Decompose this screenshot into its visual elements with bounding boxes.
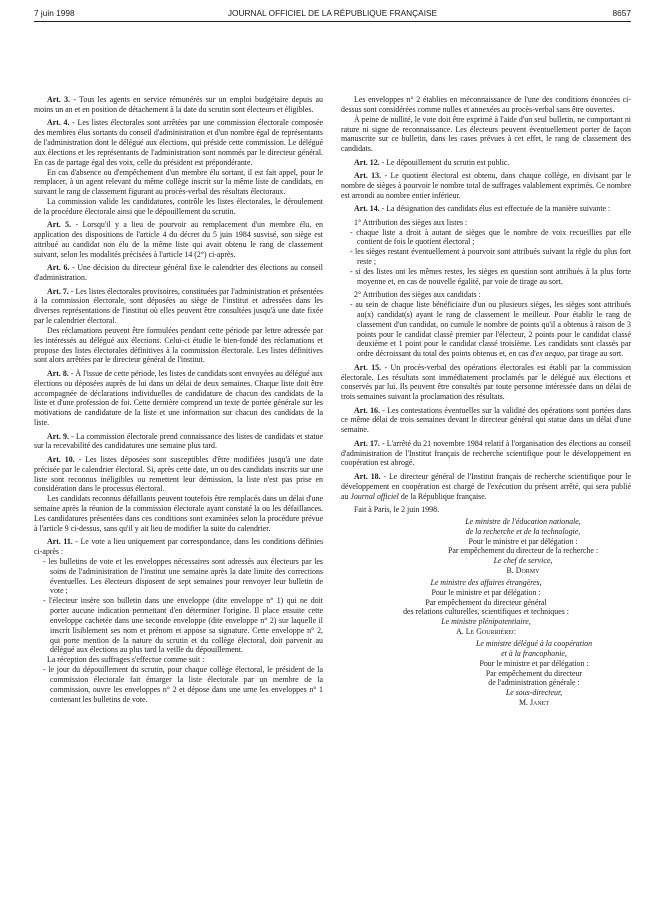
signatory-title: de la recherche et de la technologie, xyxy=(465,526,581,536)
list-item: - si des listes ont les mêmes restes, les sièges en question sont attribués à la plus forte moyenne et, en cas de nouvelle égalité, par voie de tirage au sort. xyxy=(350,266,631,286)
article-heading: Art. 17. xyxy=(354,438,380,448)
signatory-title: Le ministre plénipotentiaire, xyxy=(441,617,531,627)
delegation-line: Par empêchement du directeur général xyxy=(425,597,547,607)
article-11-nullity: À peine de nullité, le vote doit être exprimé à l'aide d'un seul bulletin, ne comportant ni rature ni signe de reconnaissance. Les électeurs peuvent éventuellement porter de façon manuscrite sur ce bulletin, dans les cases prévues à cet effet, le rang de classement des candidats. xyxy=(341,114,631,154)
signatory-title: et à la francophonie, xyxy=(501,648,567,658)
list-item-text-end: , par tirage au sort. xyxy=(563,349,624,359)
article-18 xyxy=(341,472,631,502)
signatory-name: A. Le Gourriérec xyxy=(456,627,516,637)
article-text: - La commission électorale prend connaissance des listes de candidats et statue sur la recevabilité des candidatures une semaine plus tard. xyxy=(34,431,323,451)
signature-education xyxy=(415,517,631,576)
article-text: - Lorsqu'il y a lieu de pourvoir au remplacement d'un membre élu, en application des dispositions de l'article 4 du décret du 5 juin 1984 susvisé, son siège est attribué au candidat non élu de la même liste qui avait obtenu le rang de classement suivant, selon les modalités précisées à l'article 14 (2°) ci-après. xyxy=(34,220,323,259)
article-heading: Art. 11. xyxy=(47,537,73,547)
article-14 xyxy=(341,204,631,214)
article-11-continued: Les enveloppes n° 2 établies en méconnaissance de l'une des conditions énoncées ci-dessus sont considérées comme nulles et annexées au procès-verbal sans être ouvertes. xyxy=(341,95,631,114)
delegation-line: Pour le ministre et par délégation : xyxy=(468,536,578,546)
article-4-para-2: En cas d'absence ou d'empêchement d'un membre élu sortant, il est fait appel, pour le remplacer, à un agent relevant du même collège inscrit sur la même liste de candidats, en suivant le rang de classement figurant au procès-verbal des résultats électoraux. xyxy=(34,167,323,197)
article-text: - Les contestations éventuelles sur la validité des opérations sont portées dans ce même délai de trois semaines devant le directeur général qui statue dans un délai d'une semaine. xyxy=(341,405,631,435)
article-12 xyxy=(341,158,631,168)
article-text: - Le directeur général de l'Institut français de recherche scientifique pour le développement en coopération est chargé de l'exécution du présent arrêté, qui sera publié au xyxy=(341,471,631,501)
journal-officiel-italic: Journal officiel xyxy=(350,491,399,501)
article-heading: Art. 18. xyxy=(354,471,381,481)
signatory-name: M. Janet xyxy=(518,698,550,708)
delegation-line: Pour le ministre et par délégation : xyxy=(479,658,589,668)
signatory-title: Le ministre de l'éducation nationale, xyxy=(465,516,581,526)
article-16 xyxy=(341,406,631,436)
article-8 xyxy=(34,369,323,428)
article-4 xyxy=(34,118,323,167)
list-item: - les sièges restant éventuellement à pourvoir sont attribués suivant la règle du plus fort reste ; xyxy=(350,247,631,267)
article-text: - Une décision du directeur général fixe le calendrier des élections au conseil d'administration. xyxy=(34,263,323,283)
list-item: - chaque liste a droit à autant de sièges que le nombre de voix recueillies par elle contient de fois le quotient électoral ; xyxy=(350,227,631,247)
list-item: - les bulletins de vote et les enveloppes nécessaires sont adressés aux électeurs par les soins de l'administration de l'institut une semaine après la date limite des corrections éventuelles. Les électeurs disposent de sept semaines pour renvoyer leur bulletin de vote ; xyxy=(43,556,323,596)
article-text: - La désignation des candidats élus est effectuée de la manière suivante : xyxy=(379,204,611,214)
delegation-line: Par empêchement du directeur de la recherche : xyxy=(447,546,599,556)
article-3 xyxy=(34,95,323,115)
article-text: - Les listes électorales sont arrêtées par une commission électorale composée des membres élus sortants du conseil d'administration et d'un nombre égal de représentants de l'administration dont le délégué aux élections, qui préside cette commission. Le délégué aux élections et les représentants de l'administration sont nommés par le directeur général. En cas de partage égal des voix, celle du président est prépondérante. xyxy=(34,118,323,167)
article-heading: Art. 9. xyxy=(47,431,69,441)
article-heading: Art. 7. xyxy=(47,286,69,296)
article-heading: Art. 14. xyxy=(354,204,380,214)
article-heading: Art. 16. xyxy=(354,405,380,415)
signatory-title: Le ministre des affaires étrangères, xyxy=(430,577,542,587)
article-heading: Art. 6. xyxy=(47,263,70,273)
list-item: - le jour du dépouillement du scrutin, pour chaque collège électoral, le président de la commission électorale fait émarger la liste électorale par un membre de la commission, ouvre les enveloppes n° 2 et dépose dans une urne les enveloppes n° 1 contenant les bulletins de vote. xyxy=(43,665,323,704)
left-column xyxy=(34,95,323,705)
list-item: - l'électeur insère son bulletin dans une enveloppe (dite enveloppe n° 1) qui ne doit porter aucune indication permettant d'en déterminer l'origine. Il place ensuite cette enveloppe cachetée dans une seconde enveloppe (dite enveloppe n° 2) sur laquelle il inscrit lisiblement ses nom et prénom et appose sa signature. Cette enveloppe n° 2, qui porte mention de la nature du scrutin et du collège électoral, doit parvenir au délégué aux élections au plus tard la veille du dépouillement. xyxy=(43,596,323,655)
article-11-reception: La réception des suffrages s'effectue comme suit : xyxy=(47,655,205,665)
article-15 xyxy=(341,363,631,402)
article-4-para-3: La commission valide les candidatures, contrôle les listes électorales, le déroulement de la procédure électorale ainsi que le dépouillement du scrutin. xyxy=(34,197,323,216)
header-page-number: 8657 xyxy=(612,8,631,18)
article-10 xyxy=(34,455,323,494)
delegation-line: Par empêchement du directeur xyxy=(485,668,583,678)
delegation-line: de l'administration générale : xyxy=(488,678,580,688)
fait-a-paris: Fait à Paris, le 2 juin 1998. xyxy=(354,505,440,514)
article-text: - Les listes déposées sont susceptibles d'être modifiées jusqu'à une date précisée par le calendrier électoral. Si, après cette date, un ou des candidats inscrits sur une liste sont reconnus inéligibles ou remettent leur démission, la liste n'est pas prise en considération dans le processus électoral. xyxy=(34,454,323,494)
article-heading: Art. 5. xyxy=(47,220,72,230)
signatory-name: B. Dormy xyxy=(506,566,540,576)
list-item xyxy=(341,300,631,359)
article-text: - L'arrêté du 21 novembre 1984 relatif à l'organisation des élections au conseil d'administration de l'Institut français de recherche scientifique pour le développement en coopération est abrogé. xyxy=(341,438,631,468)
article-text: - Le dépouillement du scrutin est public. xyxy=(379,157,510,167)
article-text: - Le quotient électoral est obtenu, dans chaque collège, en divisant par le nombre de sièges à pourvoir le nombre total de suffrages valablement exprimés. Ce nombre est arrondi au nombre entier inférieur. xyxy=(341,171,632,200)
article-text: - À l'issue de cette période, les listes de candidats sont envoyées au délégué aux élections ou déposées auprès de lui dans un délai de deux semaines. Chaque liste doit être accompagnée de déclarations individuelles de candidature de chacun des candidats de la liste et d'une profession de foi. Cette dernière comprend un texte de portée générale sur les motivations de candidature de la liste et une information sur chacun des candidats de la liste. xyxy=(34,368,323,428)
article-5 xyxy=(34,220,323,259)
article-text: - Un procès-verbal des opérations électorales est établi par la commission électorale. Les résultats sont immédiatement proclamés par le délégué aux élections et conservés par lui. Ils peuvent être consultés par toute personne intéressée dans un délai de trois semaines suivant la proclamation des résultats. xyxy=(341,362,632,402)
article-text-end: de la République française. xyxy=(398,491,487,501)
article-7 xyxy=(34,287,323,326)
article-text: - Le vote a lieu uniquement par correspondance, dans les conditions définies ci-après : xyxy=(34,537,324,557)
signatory-title: Le chef de service, xyxy=(493,556,553,566)
page-header xyxy=(34,9,631,22)
article-heading: Art. 15. xyxy=(354,362,382,372)
article-heading: Art. 13. xyxy=(354,171,382,181)
article-6 xyxy=(34,263,323,283)
article-heading: Art. 8. xyxy=(47,368,69,378)
header-date: 7 juin 1998 xyxy=(34,8,75,18)
article-14-section-1: 1° Attribution des sièges aux listes : xyxy=(354,217,468,227)
article-10-para-2: Les candidats reconnus défaillants peuvent toutefois être remplacés dans un délai d'une semaine après la réunion de la commission électorale ayant constaté la ou les défaillances. Les candidatures présentées dans ces conditions sont examinées selon la procédure prévue à l'article 9 ci-dessus, sans qu'il y ait lieu de modifier la suite du calendrier. xyxy=(34,494,323,533)
signature-affaires-etrangeres xyxy=(341,578,631,637)
right-column xyxy=(341,95,631,708)
article-11 xyxy=(34,537,323,557)
article-14-section-2: 2° Attribution des sièges aux candidats : xyxy=(354,290,481,300)
article-heading: Art. 3. xyxy=(47,95,71,104)
article-heading: Art. 10. xyxy=(47,454,75,464)
signatory-title: Le sous-directeur, xyxy=(505,688,563,698)
article-text: - Tous les agents en service rémunérés sur un emploi budgétaire depuis au moins un an et en position de détachement à la date du scrutin sont électeurs et éligibles. xyxy=(34,95,323,114)
article-17 xyxy=(341,439,631,469)
article-text: - Les listes électorales provisoires, constituées par l'administration et présentées à la commission électorale, sont déposées au siège de l'institut et adressées dans les diverses représentations de l'institut où elles peuvent être consultées jusqu'à une date fixée par le calendrier électoral. xyxy=(34,286,323,326)
delegation-line: Pour le ministre et par délégation : xyxy=(431,587,541,597)
signatory-title: Le ministre délégué à la coopération xyxy=(475,638,593,648)
list-item-text: - au sein de chaque liste bénéficiaire d'un ou plusieurs sièges, les sièges sont attribués au(x) candidat(s) ayant le rang de classement le meilleur. Pour établir le rang de classement d'un candidat, on cumule le nombre de points qu'il a obtenus à raison de 3 points pour le candidat classé premier par l'électeur, 2 points pour le candidat classé deuxième et 1 point pour le candidat classé troisième. Les candidats sont classés par ordre décroissant du total des points obtenus et, en cas d' xyxy=(350,300,631,359)
article-9 xyxy=(34,432,323,452)
article-7-para-2: Des réclamations peuvent être formulées pendant cette période par lettre adressée par les intéressés au délégué aux élections. Celui-ci étudie le bien-fondé des réclamations et propose des listes électorales définitives à la commission électorale. Les listes définitives sont alors arrêtées par le directeur général de l'institut. xyxy=(34,325,323,365)
delegation-line: des relations culturelles, scientifiques et techniques : xyxy=(403,607,569,617)
signature-cooperation xyxy=(437,639,631,708)
article-heading: Art. 12. xyxy=(354,157,380,167)
article-13 xyxy=(341,171,631,201)
header-journal-title: JOURNAL OFFICIEL DE LA RÉPUBLIQUE FRANÇAISE xyxy=(227,8,438,18)
article-heading: Art. 4. xyxy=(47,118,70,128)
ex-aequo-italic: ex aequo xyxy=(535,349,564,359)
